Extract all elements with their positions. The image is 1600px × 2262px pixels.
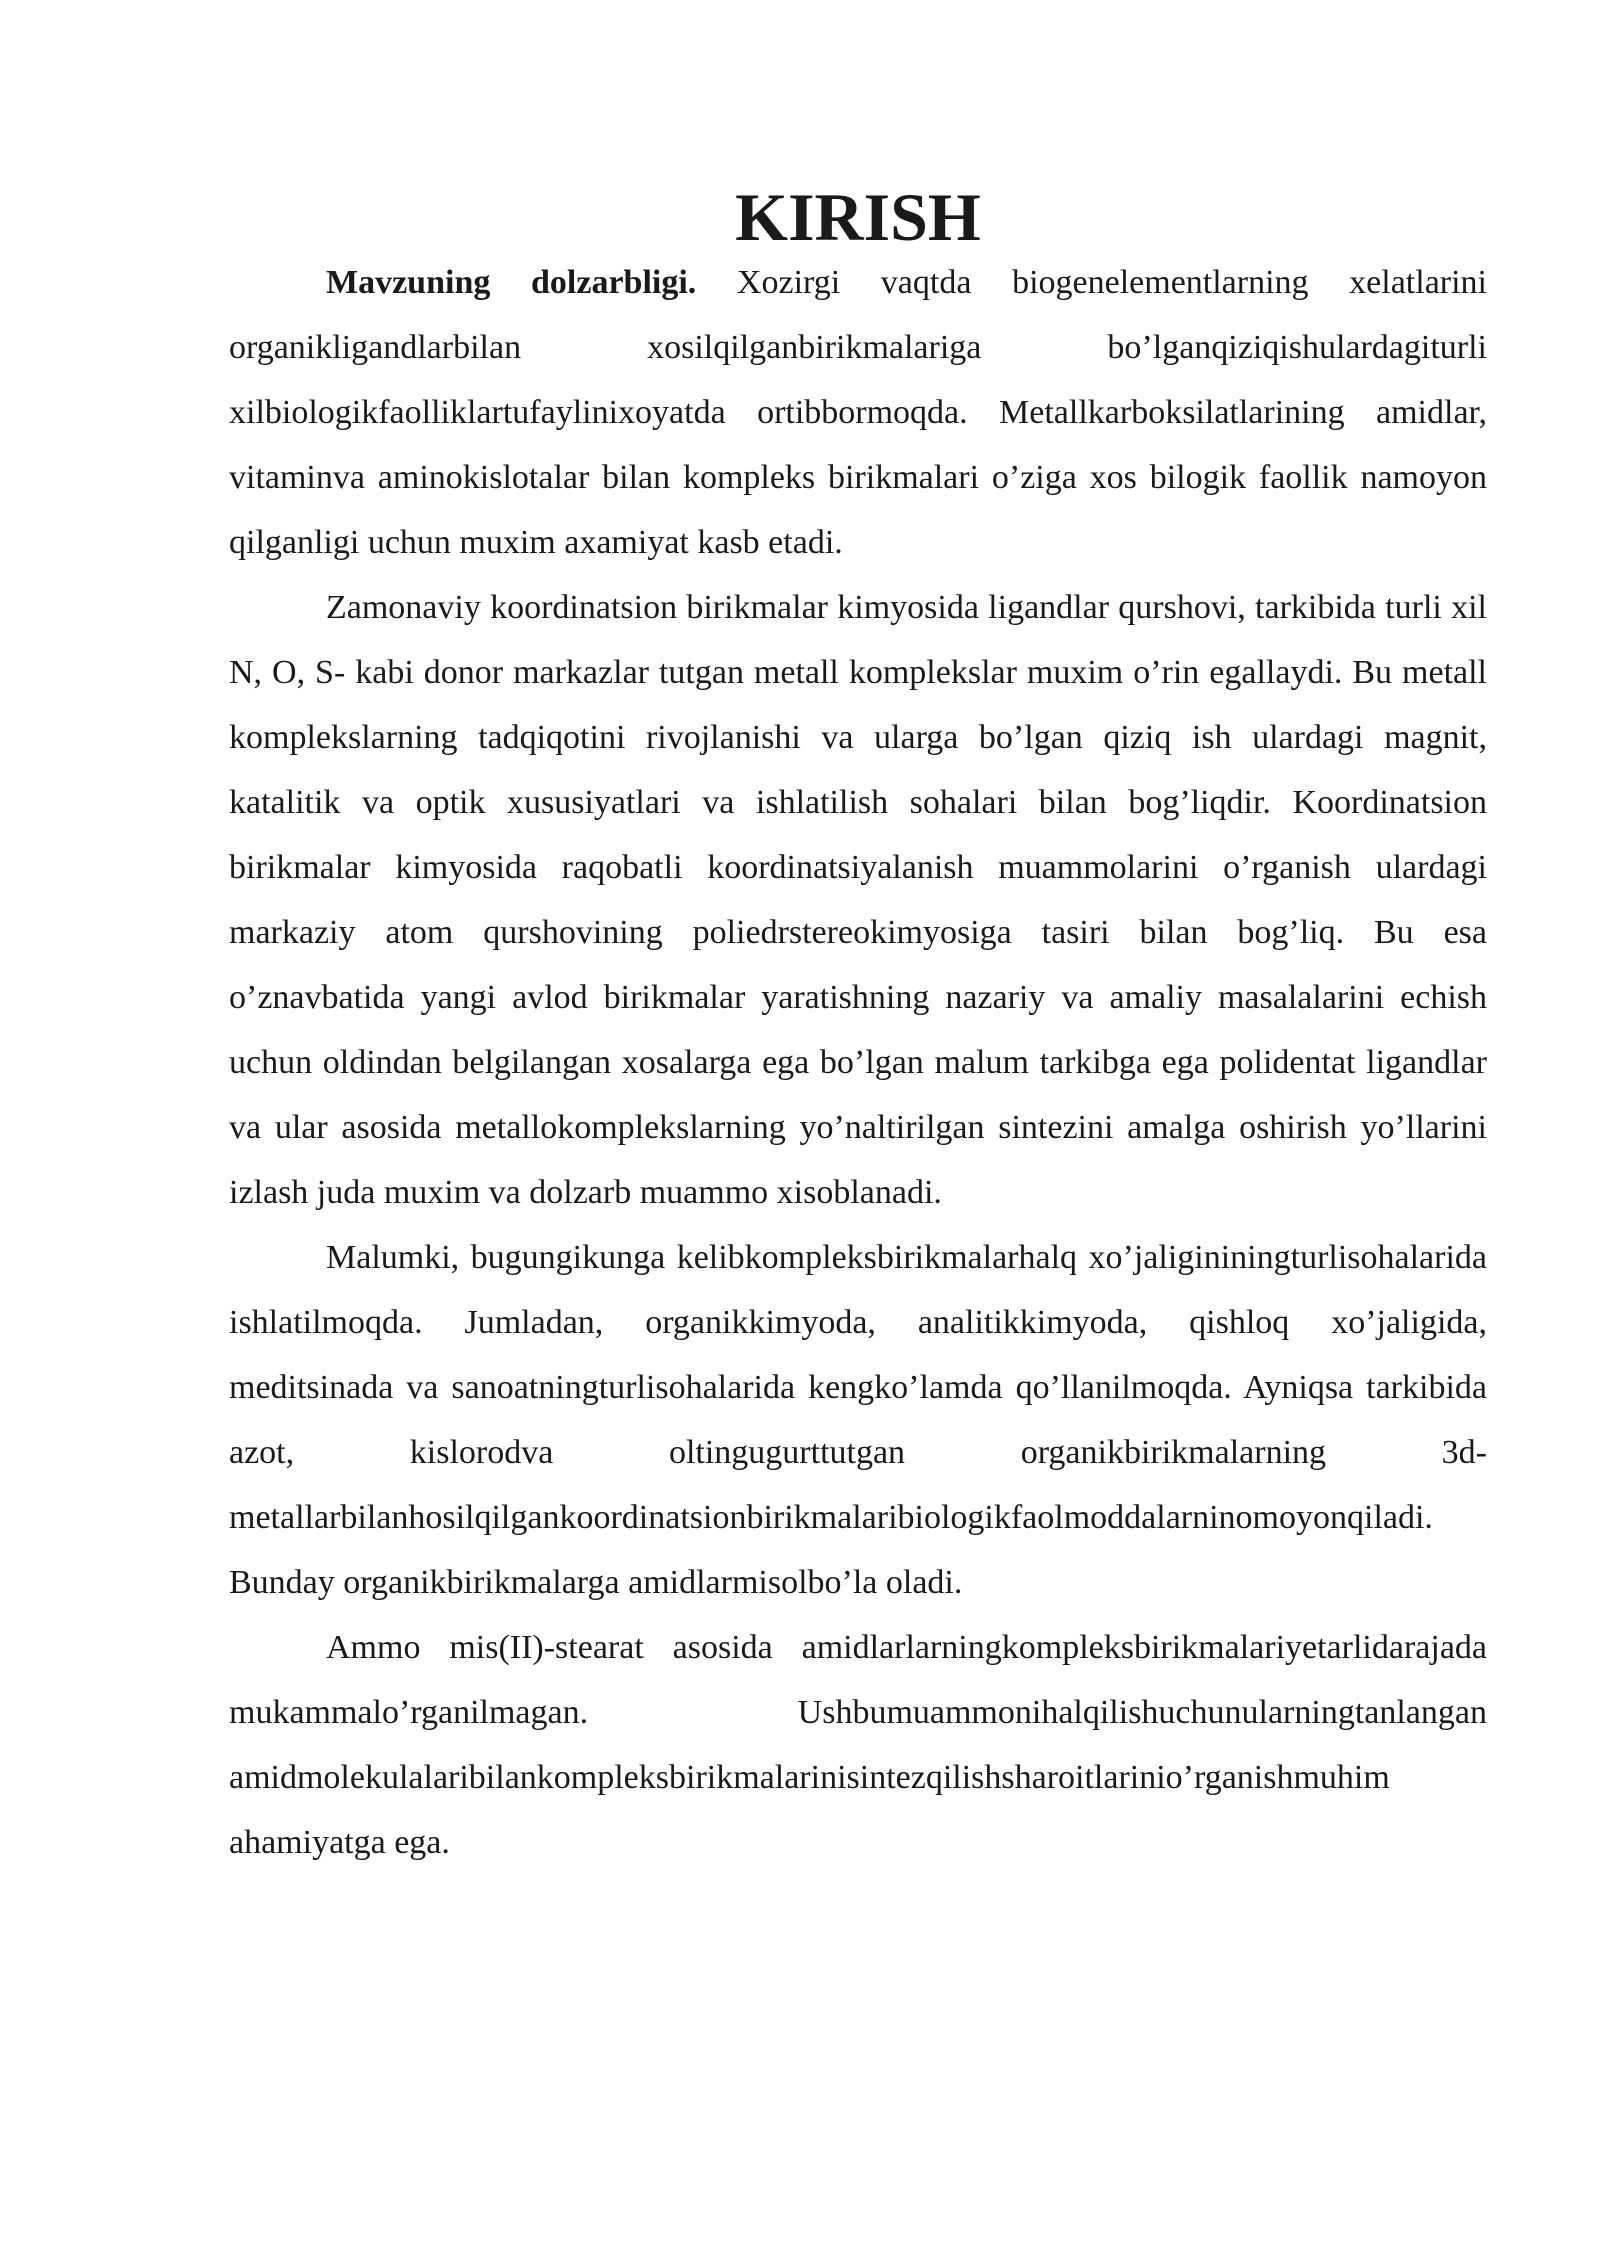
paragraph-text: Malumki, bugungikunga kelibkompleksbirikmalarhalq xo’jaligininingturlisohalarida ishlatilmoqda. Jumladan, organikkimyoda, analitikkimyoda, qishloq xo’jaligida, meditsinada va sanoatningturlisohalarida kengko’lamda qo’llanilmoqda. Ayniqsa tarkibida azot, kislorodva oltingugurttutgan organikbirikmalarning 3d-metallarbilanhosilqilgankoordinatsionbirikmalaribiologikfaolmoddalarninomoyonqiladi. Bunday organikbirikmalarga amidlarmisolbo’la oladi. <box>229 1239 1487 1601</box>
paragraph-coordination <box>229 575 1487 1225</box>
paragraph-relevance <box>229 250 1487 575</box>
paragraph-text: Xozirgi vaqtda biogenelementlarning xelatlarini organikligandlarbilan xosilqilganbirikmalariga bo’lganqiziqishulardagiturli xilbiologikfaolliklartufaylinixoyatda ortibbormoqda. Metallkarboksilatlarining amidlar, vitaminva aminokislotalar bilan kompleks birikmalari o’ziga xos bilogik faollik namoyon qilganligi uchun muxim axamiyat kasb etadi. <box>229 264 1487 561</box>
paragraph-applications <box>229 1225 1487 1615</box>
page-title: KIRISH <box>735 179 981 255</box>
paragraph-text: Ammo mis(II)-stearat asosida amidlarlarningkompleksbirikmalariyetarlidarajada mukammalo’rganilmagan. Ushbumuammonihalqilishuchunularningtanlangan amidmolekulalaribilankompleksbirikmalarinisintezqilishsharoitlarinio’rganishmuhim ahamiyatga ega. <box>229 1629 1487 1861</box>
page-content <box>229 179 1487 1875</box>
paragraph-problem <box>229 1615 1487 1875</box>
paragraph-lead: Mavzuning dolzarbligi. <box>326 264 697 301</box>
paragraph-text: Zamonaviy koordinatsion birikmalar kimyosida ligandlar qurshovi, tarkibida turli xil N, O, S- kabi donor markazlar tutgan metall komplekslar muxim o’rin egallaydi. Bu metall komplekslarning tadqiqotini rivojlanishi va ularga bo’lgan qiziq ish ulardagi magnit, katalitik va optik xususiyatlari va ishlatilish sohalari bilan bog’liqdir. Koordinatsion birikmalar kimyosida raqobatli koordinatsiyalanish muammolarini o’rganish ulardagi markaziy atom qurshovining poliedrstereokimyosiga tasiri bilan bog’liq. Bu esa o’znavbatida yangi avlod birikmalar yaratishning nazariy va amaliy masalalarini echish uchun oldindan belgilangan xosalarga ega bo’lgan malum tarkibga ega polidentat ligandlar va ular asosida metallokomplekslarning yo’naltirilgan sintezini amalga oshirish yo’llarini izlash juda muxim va dolzarb muammo xisoblanadi. <box>229 589 1487 1211</box>
